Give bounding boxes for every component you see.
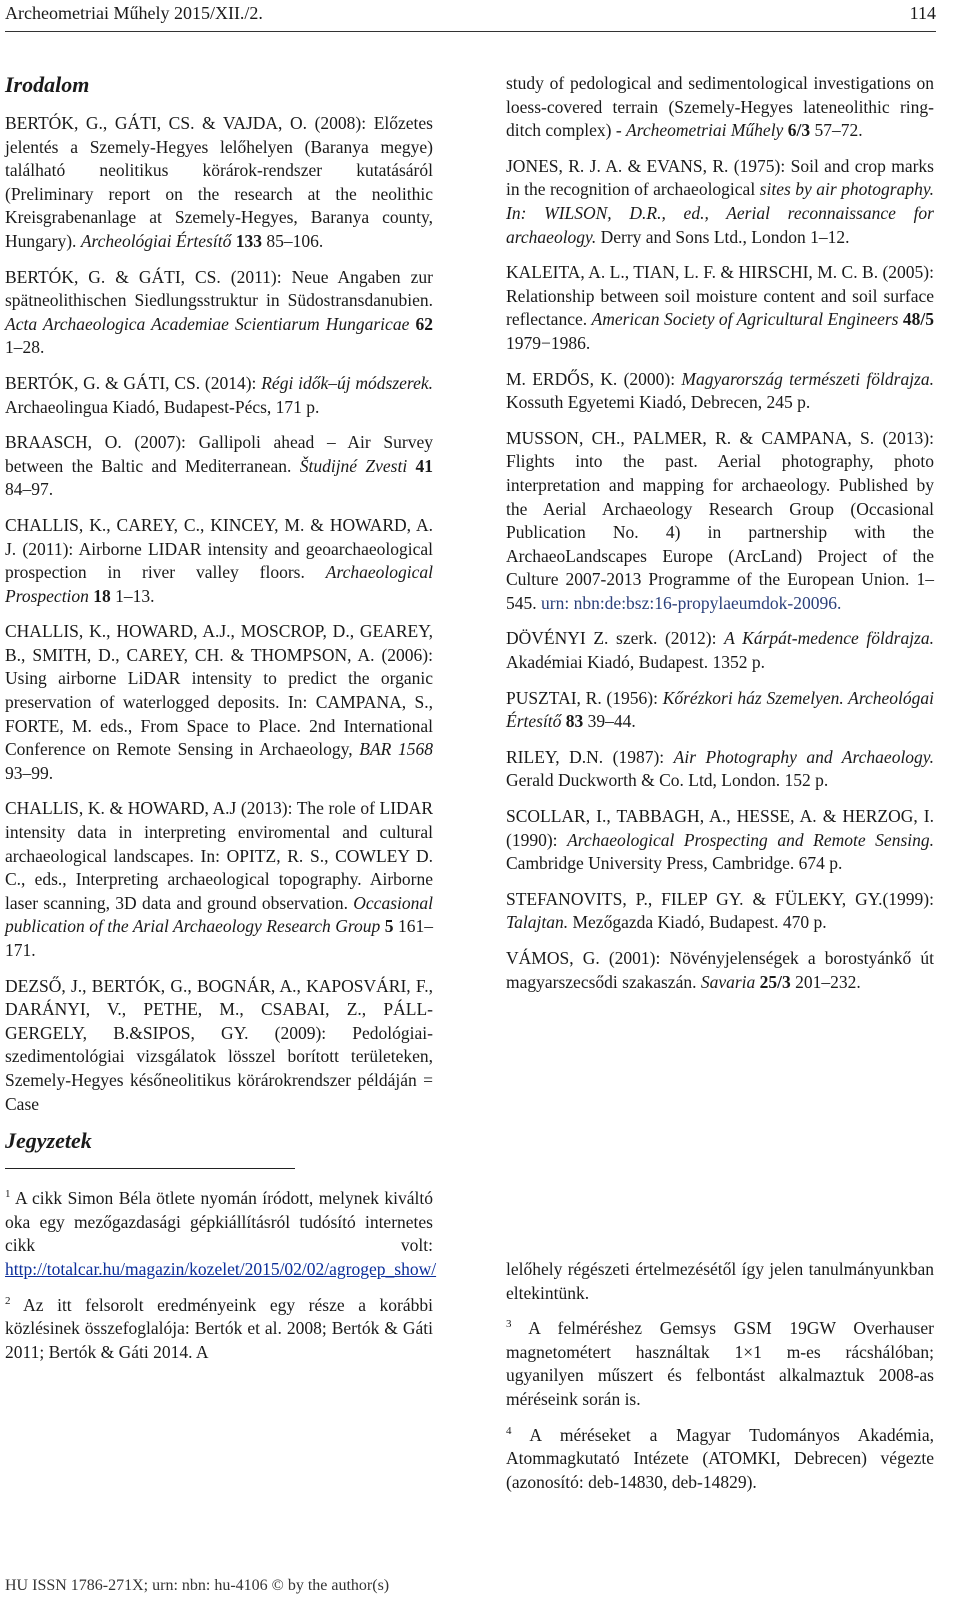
notes-heading: Jegyzetek (5, 1128, 92, 1154)
left-reference-list (5, 112, 433, 1116)
reference-text: study of pedological and sedimentological investigations on loess-covered terrain (Szemely-Hegyes lateneolithic ring-ditch complex) - (506, 73, 934, 141)
reference-text: VÁMOS, G. (2001): Növényjelenségek a borostyánkő út magyarszecsődi szakaszán. (506, 948, 934, 992)
reference-text: 85–106. (261, 230, 324, 251)
reference-volume: 83 (565, 711, 584, 732)
reference-text: Derry and Sons Ltd., London 1–12. (596, 226, 850, 247)
reference-entry (506, 687, 934, 734)
reference-entry (506, 72, 934, 143)
footnote-text: A cikk Simon Béla ötlete nyomán íródott, melynek kiváltó oka egy mezőgazdasági gépkiállításról tudósító internetes cikk volt: (5, 1188, 433, 1256)
footnote-divider (5, 1168, 295, 1169)
reference-text (407, 456, 415, 476)
reference-text: BRAASCH, O. (2007): Gallipoli ahead – Air Survey between the Baltic and Mediterranean. (5, 432, 433, 476)
reference-volume: 133 (235, 230, 262, 251)
reference-text: Mezőgazda Kiadó, Budapest. 470 p. (568, 912, 827, 933)
reference-text: CHALLIS, K., HOWARD, A.J., MOSCROP, D., GEAREY, B., SMITH, D., CAREY, CH. & THOMPSON, A. (2006): Using airborne LiDAR intensity to predict the organic preservation of waterlogged deposits. In: CAMPANA, S., FORTE, M. eds., From Space to Place. 2nd International Conference on Remote Sensing in Archaeology, (5, 621, 433, 760)
reference-text: DEZSŐ, J., BERTÓK, G., BOGNÁR, A., KAPOSVÁRI, F., DARÁNYI, V., PETHE, M., CSABAI, Z., PÁLL-GERGELY, B.&SIPOS, GY. (2009): Pedológiai-szedimentológiai vizsgálatok lösszel borított területeken, Szemely-Hegyes későneolitikus körárokrendszer példáján = Case (5, 975, 433, 1114)
reference-italic-text: Archeológiai Értesítő (80, 230, 232, 251)
reference-text: CHALLIS, K. & HOWARD, A.J (2013): The role of LIDAR intensity data in interpreting enviromental and cultural archaeological landscapes. In: OPITZ, R. S., COWLEY D. C., eds., Interpreting archaeological topography. Airborne laser scanning, 3D data and ground observation. (5, 798, 433, 913)
reference-text: Akadémiai Kiadó, Budapest. 1352 p. (506, 652, 766, 673)
footnote-text: A méréseket a Magyar Tudományos Akadémia, Atommagkutató Intézete (ATOMKI, Debrecen) végezte (azonosító: deb-14830, deb-14829). (506, 1424, 934, 1492)
reference-italic-text: Študijné Zvesti (299, 455, 408, 476)
reference-entry (5, 112, 433, 254)
reference-volume: 41 (415, 455, 433, 476)
reference-entry (506, 261, 934, 355)
reference-entry (506, 947, 934, 994)
reference-text: Cambridge University Press, Cambridge. 674 p. (506, 853, 843, 874)
references-heading: Irodalom (5, 72, 90, 97)
footnote-text: lelőhely régészeti értelmezésétől így jelen tanulmányunkban eltekintünk. (506, 1259, 934, 1303)
reference-text: 161–171. (5, 916, 434, 960)
reference-italic-text: Archeometriai Műhely (626, 120, 784, 141)
footnote-link[interactable]: http://totalcar.hu/magazin/kozelet/2015/02/02/agrogep_show/ (5, 1258, 437, 1279)
footnote (506, 1258, 934, 1305)
reference-text: BERTÓK, G. & GÁTI, CS. (2014): (5, 372, 262, 393)
reference-italic-text: A Kárpát-medence földrajza. (724, 628, 934, 649)
reference-text: 1–13. (110, 585, 155, 606)
reference-volume: 5 (384, 916, 394, 937)
reference-italic-text: Talajtan. (506, 912, 569, 933)
reference-volume: 6/3 (787, 120, 811, 141)
footnote-text: Az itt felsorolt eredményeink egy része a korábbi közlésinek összefoglalója: Bertók et al. 2008; Bertók & Gáti 2011; Bertók & Gáti 2014. A (5, 1294, 433, 1362)
left-column (5, 72, 437, 1376)
reference-volume: 62 (415, 313, 433, 334)
reference-entry (506, 155, 934, 249)
reference-italic-text: Kőrézkori ház Szemelyen. Archeológai Értesítő (506, 687, 934, 732)
reference-text: 201–232. (790, 971, 861, 992)
reference-volume: 18 (93, 585, 111, 606)
footnote (5, 1294, 433, 1365)
reference-text: STEFANOVITS, P., FILEP GY. & FÜLEKY, GY.(1999): (506, 888, 934, 909)
reference-text: BERTÓK, G., GÁTI, CS. & VAJDA, O. (2008): Előzetes jelentés a Szemely-Hegyes lelőhelyen (Baranya megye) található neolitikus körárok-rendszer kutatásáról (Preliminary report on the research at the neolithic Kreisgrabenanlage at Szemely-Hegyes, Baranya county, Hungary). (5, 113, 433, 251)
reference-text: 93–99. (5, 762, 54, 783)
reference-text: SCOLLAR, I., TABBAGH, A., HESSE, A. & HERZOG, I. (1990): (506, 806, 934, 850)
reference-italic-text: Archaeological Prospecting and Remote Sensing. (567, 829, 934, 850)
reference-text: Kossuth Egyetemi Kiadó, Debrecen, 245 p. (506, 392, 811, 413)
page-number: 114 (909, 3, 936, 23)
reference-text: 57–72. (810, 120, 863, 141)
footnote (506, 1317, 934, 1411)
footnote-text: A felméréshez Gemsys GSM 19GW Overhauser magnetométert használtak 1×1 m-es rácshálóban; ugyanilyen műszert és felbontást alkalmaztuk 2008-as méréseink során is. (506, 1318, 934, 1409)
reference-text: BERTÓK, G. & GÁTI, CS. (2011): Neue Angaben zur spätneolithischen Siedlungsstruktur in Südostransdanubien. (5, 266, 433, 311)
reference-text: PUSZTAI, R. (1956): (506, 687, 663, 708)
reference-entry (506, 427, 934, 616)
reference-entry (5, 372, 433, 419)
footnote (506, 1424, 934, 1495)
reference-entry (506, 627, 934, 674)
reference-entry (506, 746, 934, 793)
reference-italic-text: sites by air photography. In: WILSON, D.R., ed., Aerial reconnaissance for archaeology. (506, 179, 934, 247)
reference-italic-text: Savaria (700, 971, 756, 992)
reference-italic-text: Régi idők–új módszerek. (261, 372, 433, 393)
reference-text: 1979−1986. (506, 332, 591, 353)
reference-text: RILEY, D.N. (1987): (506, 746, 674, 767)
left-footnote-list (5, 1187, 437, 1364)
reference-entry (5, 975, 433, 1117)
reference-text: 39–44. (583, 711, 636, 732)
reference-italic-text: BAR 1568 (359, 739, 433, 760)
reference-entry (506, 805, 934, 876)
reference-text: JONES, R. J. A. & EVANS, R. (1975): Soil and crop marks in the recognition of archaeological (506, 155, 934, 200)
reference-italic-text: American Society of Agricultural Engineers (591, 309, 899, 330)
page-footer: HU ISSN 1786-271X; urn: nbn: hu-4106 © by the author(s) (5, 1577, 390, 1594)
reference-italic-text: Magyarország természeti földrajza. (681, 368, 934, 389)
reference-italic-text: Air Photography and Archaeology. (673, 746, 934, 767)
reference-text: M. ERDŐS, K. (2000): (506, 368, 682, 389)
reference-text: CHALLIS, K., CAREY, C., KINCEY, M. & HOWARD, A. J. (2011): Airborne LIDAR intensity and geoarchaeological prospection in river valley floors. (5, 514, 433, 583)
header-divider (5, 31, 936, 32)
reference-entry (506, 888, 934, 935)
reference-text: 1–28. (5, 337, 45, 358)
reference-text: 84–97. (5, 479, 54, 500)
reference-entry (5, 620, 433, 785)
reference-entry (506, 368, 934, 415)
reference-text: Archaeolingua Kiadó, Budapest-Pécs, 171 p. (5, 396, 320, 417)
page-header (5, 2, 936, 28)
footnote-number: 1 (5, 1188, 11, 1201)
right-column (506, 72, 934, 1006)
reference-text: DÖVÉNYI Z. szerk. (2012): (506, 628, 725, 649)
right-reference-list (506, 72, 934, 994)
reference-entry (5, 431, 433, 502)
reference-italic-text: Archaeological Prospection (5, 562, 433, 606)
reference-italic-text: Occasional publication of the Arial Archaeology Research Group (5, 892, 433, 937)
journal-title: Archeometriai Műhely 2015/XII./2. (5, 3, 263, 23)
reference-urn: urn: nbn:de:bsz:16-propylaeumdok-20096. (541, 592, 842, 613)
reference-volume: 48/5 (902, 309, 935, 330)
reference-volume: 25/3 (759, 971, 791, 992)
reference-entry (5, 797, 433, 962)
footnote-number: 4 (506, 1424, 512, 1437)
footnote (5, 1187, 437, 1281)
right-footnote-list (506, 1258, 934, 1506)
reference-entry (5, 266, 433, 360)
reference-italic-text: Acta Archaeologica Academiae Scientiarum Hungaricae (5, 313, 410, 334)
reference-entry (5, 514, 433, 608)
reference-text: Gerald Duckworth & Co. Ltd, London. 152 p. (506, 770, 829, 791)
reference-text: MUSSON, CH., PALMER, R. & CAMPANA, S. (2013): Flights into the past. Aerial photography, photo interpretation and mapping for archaeology. Published by the Aerial Archaeology Research Group (Occasional Publication No. 4) in partnership with the ArchaeoLandscapes Europe (ArcLand) Project of the Culture 2007-2013 Programme of the European Union. 1–545. (506, 427, 934, 613)
footnote-number: 2 (5, 1294, 11, 1307)
footnote-number: 3 (506, 1318, 512, 1331)
reference-text: KALEITA, A. L., TIAN, L. F. & HIRSCHI, M. C. B. (2005): Relationship between soil moisture content and soil surface reflectance. (506, 262, 934, 330)
